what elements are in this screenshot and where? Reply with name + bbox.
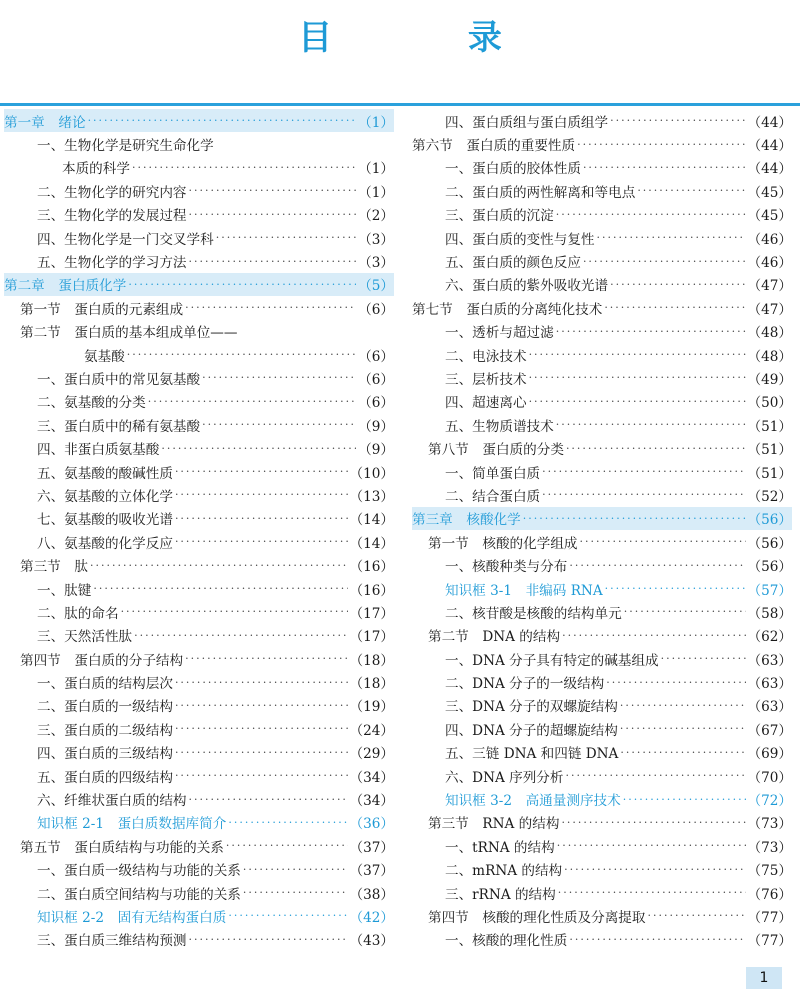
toc-entry[interactable]: [412, 624, 792, 647]
toc-entry[interactable]: [4, 203, 394, 226]
toc-leader-dots: [189, 793, 348, 806]
toc-leader-dots: [542, 488, 745, 501]
toc-leader-dots: [557, 839, 746, 852]
toc-leader-dots: [175, 512, 348, 525]
toc-entry[interactable]: [412, 858, 792, 881]
toc-page-ref: （16）: [349, 582, 394, 599]
toc-entry-title: 六、DNA 序列分析: [445, 769, 564, 786]
toc-page-ref: （51）: [747, 418, 792, 435]
toc-leader-dots: [243, 886, 348, 899]
toc-page-ref: （70）: [747, 769, 792, 786]
toc-page-ref: （51）: [747, 442, 792, 459]
toc-entry-title: 三、蛋白质的沉淀: [445, 208, 554, 225]
toc-leader-dots: [185, 301, 356, 314]
toc-entry[interactable]: [4, 249, 394, 272]
toc-entry[interactable]: [4, 530, 394, 553]
toc-page-ref: （36）: [349, 816, 394, 833]
toc-leader-dots: [610, 278, 745, 291]
toc-leader-dots: [529, 371, 746, 384]
toc-leader-dots: [529, 395, 746, 408]
toc-page-ref: （69）: [747, 746, 792, 763]
toc-entry[interactable]: [412, 132, 792, 155]
toc-entry-title: 二、肽的命名: [37, 605, 119, 622]
toc-entry-title: 第二章 蛋白质化学: [4, 278, 127, 295]
toc-chapter[interactable]: [412, 507, 792, 530]
toc-entry-title: 四、蛋白质的三级结构: [37, 746, 173, 763]
toc-leader-dots: [161, 442, 356, 455]
toc-leader-dots: [243, 863, 348, 876]
toc-page-ref: （63）: [747, 676, 792, 693]
toc-leader-dots: [175, 722, 348, 735]
toc-entry-title: 二、生物化学的研究内容: [37, 184, 187, 201]
toc-page-ref: （18）: [349, 676, 394, 693]
toc-entry[interactable]: [4, 343, 394, 366]
title-divider: [0, 103, 800, 106]
toc-entry-title: 四、超速离心: [445, 395, 527, 412]
toc-page-ref: （57）: [747, 582, 792, 599]
toc-entry[interactable]: [4, 179, 394, 202]
toc-entry-title: 第三章 核酸化学: [412, 512, 521, 529]
toc-entry[interactable]: [412, 436, 792, 459]
toc-page-ref: （6）: [358, 371, 394, 388]
toc-entry[interactable]: [4, 320, 394, 343]
toc-leader-dots: [606, 676, 745, 689]
toc-leader-dots: [175, 699, 348, 712]
toc-page-ref: （17）: [349, 605, 394, 622]
toc-entry[interactable]: [4, 390, 394, 413]
toc-leader-dots: [128, 278, 356, 291]
toc-page-ref: （58）: [747, 605, 792, 622]
toc-leader-dots: [148, 395, 356, 408]
toc-entry-title: 二、蛋白质的两性解离和等电点: [445, 184, 636, 201]
toc-page-ref: （14）: [349, 512, 394, 529]
toc-entry-title: 六、氨基酸的立体化学: [37, 488, 173, 505]
toc-page-ref: （6）: [358, 301, 394, 318]
toc-leader-dots: [620, 746, 745, 759]
toc-page-ref: （46）: [747, 231, 792, 248]
toc-knowledge-box[interactable]: [412, 787, 792, 810]
toc-page-ref: （24）: [349, 722, 394, 739]
toc-entry-title: 第三节 RNA 的结构: [428, 816, 560, 833]
toc-page-ref: （38）: [349, 886, 394, 903]
toc-entry[interactable]: [4, 787, 394, 810]
toc-leader-dots: [556, 325, 746, 338]
toc-entry[interactable]: [4, 928, 394, 951]
toc-entry-title: 一、蛋白质一级结构与功能的关系: [37, 863, 241, 880]
toc-leader-dots: [620, 722, 746, 735]
toc-page-ref: （56）: [747, 512, 792, 529]
toc-leader-dots: [175, 488, 348, 501]
toc-knowledge-box[interactable]: [4, 904, 394, 927]
toc-leader-dots: [556, 418, 746, 431]
toc-entry-title: 一、核酸的理化性质: [445, 933, 568, 950]
toc-leader-dots: [556, 208, 746, 221]
toc-entry[interactable]: [412, 296, 792, 319]
toc-entry-title: 五、蛋白质的四级结构: [37, 769, 173, 786]
toc-entry-title: 三、蛋白质三维结构预测: [37, 933, 187, 950]
toc-leader-dots: [189, 208, 357, 221]
toc-entry[interactable]: [412, 881, 792, 904]
toc-entry[interactable]: [4, 553, 394, 576]
toc-entry-title: 一、肽键: [37, 582, 92, 599]
toc-entry-title: 四、非蛋白质氨基酸: [37, 442, 160, 459]
toc-page-ref: （48）: [747, 325, 792, 342]
toc-entry-title: 四、蛋白质的变性与复性: [445, 231, 595, 248]
toc-page-ref: （1）: [358, 161, 394, 178]
toc-entry[interactable]: [412, 390, 792, 413]
toc-page-ref: （13）: [349, 488, 394, 505]
toc-page-ref: （43）: [349, 933, 394, 950]
toc-page-ref: （1）: [358, 184, 394, 201]
toc-page-ref: （75）: [747, 863, 792, 880]
toc-entry-title: 三、生物化学的发展过程: [37, 208, 187, 225]
toc-page-ref: （73）: [747, 816, 792, 833]
toc-leader-dots: [624, 605, 746, 618]
toc-leader-dots: [569, 559, 745, 572]
toc-page-ref: （42）: [349, 909, 394, 926]
toc-entry-title: 一、蛋白质的胶体性质: [445, 161, 581, 178]
toc-entry-title: 三、蛋白质的二级结构: [37, 722, 173, 739]
toc-entry-title: 三、DNA 分子的双螺旋结构: [445, 699, 618, 716]
toc-leader-dots: [523, 512, 746, 525]
toc-entry-title: 第一章 绪论: [4, 114, 86, 131]
toc-left-column: [4, 109, 394, 951]
toc-page-ref: （6）: [358, 395, 394, 412]
toc-entry[interactable]: [4, 764, 394, 787]
toc-leader-dots: [202, 371, 356, 384]
toc-entry-title: 三、蛋白质中的稀有氨基酸: [37, 418, 201, 435]
toc-page-ref: （29）: [349, 746, 394, 763]
toc-leader-dots: [604, 301, 745, 314]
toc-entry-title: 第五节 蛋白质结构与功能的关系: [20, 839, 224, 856]
toc-page-ref: （44）: [747, 161, 792, 178]
toc-page-ref: （19）: [349, 699, 394, 716]
toc-page-ref: （77）: [747, 909, 792, 926]
toc-leader-dots: [566, 769, 746, 782]
toc-entry-title: 氨基酸: [84, 348, 125, 365]
toc-page-ref: （62）: [747, 629, 792, 646]
toc-entry[interactable]: [4, 156, 394, 179]
toc-entry-title: 第七节 蛋白质的分离纯化技术: [412, 301, 603, 318]
toc-leader-dots: [566, 442, 746, 455]
toc-entry[interactable]: [412, 764, 792, 787]
toc-entry[interactable]: [4, 647, 394, 670]
toc-entry[interactable]: [412, 320, 792, 343]
toc-leader-dots: [623, 793, 746, 806]
toc-entry[interactable]: [412, 273, 792, 296]
toc-entry[interactable]: [412, 156, 792, 179]
toc-entry-title: 三、rRNA 的结构: [445, 886, 556, 903]
toc-leader-dots: [93, 582, 347, 595]
toc-leader-dots: [562, 629, 745, 642]
toc-knowledge-box[interactable]: [4, 811, 394, 834]
toc-page-ref: （14）: [349, 535, 394, 552]
toc-entry[interactable]: [4, 670, 394, 693]
toc-entry-title: 一、蛋白质中的常见氨基酸: [37, 371, 201, 388]
toc-page-ref: （46）: [747, 255, 792, 272]
toc-entry[interactable]: [4, 881, 394, 904]
toc-page-ref: （45）: [747, 208, 792, 225]
toc-entry[interactable]: [4, 741, 394, 764]
toc-leader-dots: [569, 933, 745, 946]
toc-page-ref: （44）: [747, 114, 792, 131]
toc-entry[interactable]: [412, 226, 792, 249]
toc-entry-title: 五、生物化学的学习方法: [37, 255, 187, 272]
toc-entry[interactable]: [4, 366, 394, 389]
toc-leader-dots: [228, 909, 347, 922]
toc-leader-dots: [637, 184, 745, 197]
toc-leader-dots: [189, 184, 357, 197]
toc-page-ref: （72）: [747, 793, 792, 810]
toc-entry[interactable]: [412, 694, 792, 717]
toc-page-ref: （9）: [358, 418, 394, 435]
toc-entry[interactable]: [412, 717, 792, 740]
toc-leader-dots: [228, 816, 347, 829]
toc-page-ref: （1）: [358, 114, 394, 131]
toc-entry-title: 三、层析技术: [445, 371, 527, 388]
toc-entry-title: 一、核酸种类与分布: [445, 559, 568, 576]
toc-entry-title: 七、氨基酸的吸收光谱: [37, 512, 173, 529]
toc-leader-dots: [558, 886, 746, 899]
toc-page-ref: （37）: [349, 863, 394, 880]
toc-entry-title: 五、氨基酸的酸碱性质: [37, 465, 173, 482]
toc-leader-dots: [226, 839, 348, 852]
toc-leader-dots: [542, 465, 745, 478]
toc-entry-title: 一、生物化学是研究生命化学: [37, 138, 214, 155]
toc-entry[interactable]: [4, 834, 394, 857]
toc-page-ref: （18）: [349, 652, 394, 669]
toc-page-ref: （45）: [747, 184, 792, 201]
toc-entry-title: 第四节 蛋白质的分子结构: [20, 652, 184, 669]
toc-entry-title: 第八节 蛋白质的分类: [428, 442, 564, 459]
toc-page-ref: （50）: [747, 395, 792, 412]
toc-page-ref: （76）: [747, 886, 792, 903]
toc-entry[interactable]: [412, 928, 792, 951]
toc-leader-dots: [661, 652, 746, 665]
toc-entry-title: 一、蛋白质的结构层次: [37, 676, 173, 693]
toc-page-ref: （67）: [747, 722, 792, 739]
toc-page-ref: （52）: [747, 488, 792, 505]
toc-entry-title: 二、蛋白质的一级结构: [37, 699, 173, 716]
toc-entry-title: 五、蛋白质的颜色反应: [445, 255, 581, 272]
page-title: 目 录: [298, 18, 564, 58]
toc-leader-dots: [88, 114, 357, 127]
toc-entry-title: 二、氨基酸的分类: [37, 395, 146, 412]
toc-page-ref: （63）: [747, 652, 792, 669]
toc-entry-title: 第一节 核酸的化学组成: [428, 535, 578, 552]
toc-entry-title: 知识框 2-2 固有无结构蛋白质: [37, 909, 227, 926]
toc-entry-title: 二、mRNA 的结构: [445, 863, 563, 880]
toc-entry-title: 一、简单蛋白质: [445, 465, 541, 482]
toc-entry[interactable]: [412, 203, 792, 226]
toc-page-ref: （49）: [747, 371, 792, 388]
toc-leader-dots: [610, 114, 745, 127]
toc-entry[interactable]: [412, 343, 792, 366]
toc-entry-title: 八、氨基酸的化学反应: [37, 535, 173, 552]
toc-page-ref: （34）: [349, 793, 394, 810]
toc-entry-title: 四、蛋白质组与蛋白质组学: [445, 114, 609, 131]
toc-entry-title: 三、天然活性肽: [37, 629, 133, 646]
toc-page-ref: （3）: [358, 255, 394, 272]
toc-entry-title: 知识框 3-2 高通量测序技术: [445, 793, 621, 810]
toc-leader-dots: [189, 933, 348, 946]
toc-leader-dots: [564, 863, 745, 876]
toc-leader-dots: [175, 746, 348, 759]
toc-leader-dots: [185, 652, 347, 665]
toc-entry-title: 二、核苷酸是核酸的结构单元: [445, 605, 622, 622]
toc-page-ref: （10）: [349, 465, 394, 482]
toc-entry-title: 知识框 2-1 蛋白质数据库简介: [37, 816, 227, 833]
toc-entry-title: 五、生物质谱技术: [445, 418, 554, 435]
toc-page-ref: （5）: [358, 278, 394, 295]
toc-entry-title: 六、蛋白质的紫外吸收光谱: [445, 278, 609, 295]
toc-chapter[interactable]: [4, 273, 394, 296]
toc-page-ref: （56）: [747, 559, 792, 576]
toc-entry[interactable]: [412, 670, 792, 693]
toc-leader-dots: [597, 231, 746, 244]
toc-leader-dots: [175, 465, 348, 478]
toc-entry[interactable]: [4, 413, 394, 436]
toc-leader-dots: [216, 231, 356, 244]
toc-page-ref: （6）: [358, 348, 394, 365]
toc-entry[interactable]: [412, 249, 792, 272]
toc-leader-dots: [134, 629, 347, 642]
toc-entry-title: 知识框 3-1 非编码 RNA: [445, 582, 603, 599]
toc-entry[interactable]: [4, 132, 394, 155]
toc-entry[interactable]: [412, 460, 792, 483]
toc-leader-dots: [580, 535, 746, 548]
toc-entry[interactable]: [412, 834, 792, 857]
toc-leader-dots: [561, 816, 745, 829]
toc-page-ref: （3）: [358, 231, 394, 248]
toc-leader-dots: [175, 676, 348, 689]
toc-leader-dots: [132, 161, 356, 174]
toc-entry[interactable]: [4, 296, 394, 319]
toc-leader-dots: [620, 699, 746, 712]
toc-entry-title: 二、蛋白质空间结构与功能的关系: [37, 886, 241, 903]
toc-page-ref: （63）: [747, 699, 792, 716]
toc-leader-dots: [90, 559, 348, 572]
toc-page-ref: （56）: [747, 535, 792, 552]
toc-entry-title: 第六节 蛋白质的重要性质: [412, 138, 576, 155]
toc-page-ref: （48）: [747, 348, 792, 365]
toc-page-ref: （47）: [747, 278, 792, 295]
toc-entry-title: 第一节 蛋白质的元素组成: [20, 301, 184, 318]
toc-page-ref: （2）: [358, 208, 394, 225]
toc-entry[interactable]: [4, 460, 394, 483]
toc-leader-dots: [202, 418, 356, 431]
toc-entry-title: 第二节 蛋白质的基本组成单位——: [20, 325, 238, 342]
toc-page-ref: （34）: [349, 769, 394, 786]
toc-entry[interactable]: [4, 694, 394, 717]
toc-leader-dots: [175, 769, 348, 782]
toc-page-ref: （37）: [349, 839, 394, 856]
toc-entry[interactable]: [4, 600, 394, 623]
toc-entry-title: 二、电泳技术: [445, 348, 527, 365]
toc-entry-title: 一、tRNA 的结构: [445, 839, 555, 856]
toc-leader-dots: [127, 348, 356, 361]
toc-entry[interactable]: [4, 577, 394, 600]
toc-page-ref: （44）: [747, 138, 792, 155]
toc-page-ref: （77）: [747, 933, 792, 950]
toc-chapter[interactable]: [4, 109, 394, 132]
toc-entry-title: 第四节 核酸的理化性质及分离提取: [428, 909, 646, 926]
toc-entry-title: 二、结合蛋白质: [445, 488, 541, 505]
toc-entry[interactable]: [412, 413, 792, 436]
toc-page-ref: （73）: [747, 839, 792, 856]
toc-page-ref: （16）: [349, 559, 394, 576]
toc-entry[interactable]: [4, 858, 394, 881]
toc-page-ref: （9）: [358, 442, 394, 459]
toc-entry-title: 第二节 DNA 的结构: [428, 629, 561, 646]
toc-leader-dots: [189, 255, 357, 268]
toc-entry[interactable]: [412, 553, 792, 576]
toc-entry-title: 本质的科学: [62, 161, 130, 178]
toc-entry[interactable]: [4, 624, 394, 647]
toc-leader-dots: [648, 909, 746, 922]
toc-page-ref: （51）: [747, 465, 792, 482]
toc-entry-title: 一、DNA 分子具有特定的碱基组成: [445, 652, 659, 669]
toc-entry[interactable]: [412, 647, 792, 670]
toc-leader-dots: [121, 605, 348, 618]
toc-page-ref: （47）: [747, 301, 792, 318]
page-number: 1: [746, 967, 782, 989]
toc-page-ref: （17）: [349, 629, 394, 646]
toc-entry-title: 二、DNA 分子的一级结构: [445, 676, 605, 693]
toc-entry-title: 第三节 肽: [20, 559, 88, 576]
toc-entry[interactable]: [4, 507, 394, 530]
toc-entry-title: 五、三链 DNA 和四链 DNA: [445, 746, 619, 763]
toc-entry[interactable]: [4, 717, 394, 740]
toc-leader-dots: [175, 535, 348, 548]
toc-knowledge-box[interactable]: [412, 577, 792, 600]
toc-leader-dots: [529, 348, 746, 361]
toc-entry[interactable]: [412, 530, 792, 553]
toc-entry-title: 一、透析与超过滤: [445, 325, 554, 342]
toc-entry[interactable]: [412, 600, 792, 623]
toc-right-column: [412, 109, 792, 951]
toc-leader-dots: [583, 161, 746, 174]
toc-leader-dots: [583, 255, 746, 268]
toc-entry[interactable]: [4, 436, 394, 459]
toc-leader-dots: [605, 582, 746, 595]
toc-entry-title: 四、DNA 分子的超螺旋结构: [445, 722, 618, 739]
toc-entry[interactable]: [412, 366, 792, 389]
toc-entry[interactable]: [4, 226, 394, 249]
toc-entry[interactable]: [412, 741, 792, 764]
toc-entry[interactable]: [4, 483, 394, 506]
toc-entry[interactable]: [412, 904, 792, 927]
toc-entry-title: 六、纤维状蛋白质的结构: [37, 793, 187, 810]
toc-entry-title: 四、生物化学是一门交叉学科: [37, 231, 214, 248]
toc-entry[interactable]: [412, 811, 792, 834]
toc-leader-dots: [577, 138, 745, 151]
toc-entry[interactable]: [412, 483, 792, 506]
toc-entry[interactable]: [412, 109, 792, 132]
toc-entry[interactable]: [412, 179, 792, 202]
